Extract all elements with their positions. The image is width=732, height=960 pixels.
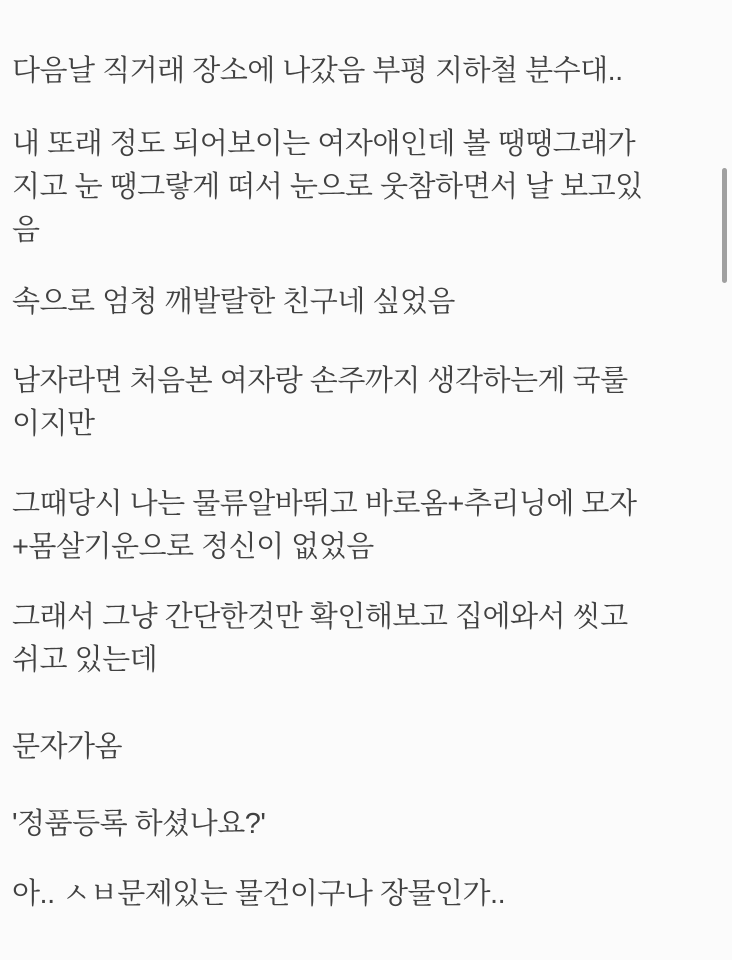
post-paragraph <box>12 596 716 682</box>
post-paragraph <box>12 50 716 93</box>
text-line: 그때당시 나는 물류알바뛰고 바로옴+추리닝에 모자 <box>12 488 637 520</box>
text-line: +몸살기운으로 정신이 없었음 <box>12 531 374 563</box>
post-paragraph <box>12 803 716 846</box>
scrollbar-thumb[interactable] <box>722 168 727 283</box>
text-line: 문자가옴 <box>12 731 123 763</box>
text-line: 남자라면 처음본 여자랑 손주까지 생각하는게 국룰 <box>12 365 628 397</box>
post-paragraph <box>12 123 716 252</box>
post-paragraph <box>12 726 716 769</box>
text-line: 음 <box>12 214 40 246</box>
post-paragraph <box>12 873 716 916</box>
post-paragraph <box>12 281 716 324</box>
text-line: 이지만 <box>12 408 95 440</box>
post-paragraph <box>12 360 716 446</box>
text-line: 지고 눈 땡그랗게 떠서 눈으로 웃참하면서 날 보고있 <box>12 171 643 203</box>
text-line: 쉬고 있는데 <box>12 644 158 676</box>
text-line: 그래서 그냥 간단한것만 확인해보고 집에와서 씻고 <box>12 601 628 633</box>
text-line: '정품등록 하셨나요?' <box>12 808 266 840</box>
text-line: 아.. ㅅㅂ문제있는 물건이구나 장물인가.. <box>12 878 506 910</box>
text-line: 내 또래 정도 되어보이는 여자애인데 볼 땡땡그래가 <box>12 128 636 160</box>
text-line: 다음날 직거래 장소에 나갔음 부평 지하철 분수대.. <box>12 55 623 87</box>
text-line: 속으로 엄청 깨발랄한 친구네 싶었음 <box>12 286 455 318</box>
post-paragraph <box>12 483 716 569</box>
